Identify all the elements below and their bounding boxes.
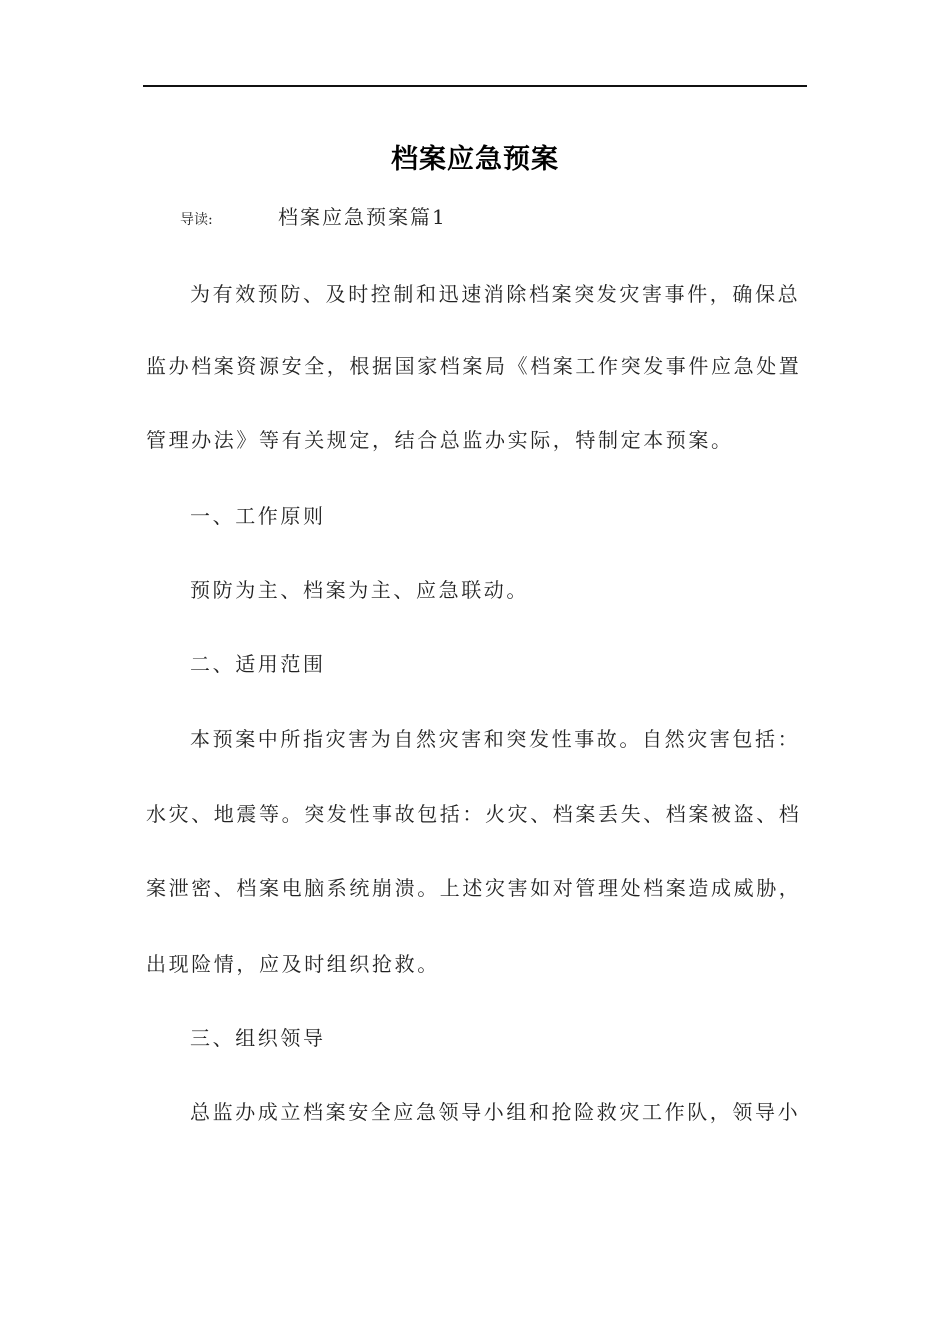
paragraph-scope-line-3: 案泄密、档案电脑系统崩溃。上述灾害如对管理处档案造成威胁， (146, 876, 802, 900)
header-rule (143, 85, 807, 87)
guide-line (180, 204, 447, 230)
paragraph-scope-line-2: 水灾、地震等。突发性事故包括：火灾、档案丢失、档案被盗、档 (146, 802, 802, 826)
paragraph-organization-line-1: 总监办成立档案安全应急领导小组和抢险救灾工作队，领导小 (190, 1100, 801, 1124)
document-title: 档案应急预案 (391, 144, 559, 176)
paragraph-intro-line-1: 为有效预防、及时控制和迅速消除档案突发灾害事件，确保总 (190, 282, 801, 306)
guide-text: 档案应急预案篇1 (278, 205, 447, 229)
paragraph-intro-line-2: 监办档案资源安全，根据国家档案局《档案工作突发事件应急处置 (146, 354, 802, 378)
paragraph-principles: 预防为主、档案为主、应急联动。 (190, 578, 529, 602)
section-heading-principles: 一、工作原则 (190, 504, 326, 528)
paragraph-scope-line-4: 出现险情，应及时组织抢救。 (146, 952, 440, 976)
section-heading-organization: 三、组织领导 (190, 1026, 326, 1050)
section-heading-scope: 二、适用范围 (190, 652, 326, 676)
guide-label: 导读: (180, 212, 213, 228)
paragraph-intro-line-3: 管理办法》等有关规定，结合总监办实际，特制定本预案。 (146, 428, 734, 452)
paragraph-scope-line-1: 本预案中所指灾害为自然灾害和突发性事故。自然灾害包括： (190, 727, 801, 751)
